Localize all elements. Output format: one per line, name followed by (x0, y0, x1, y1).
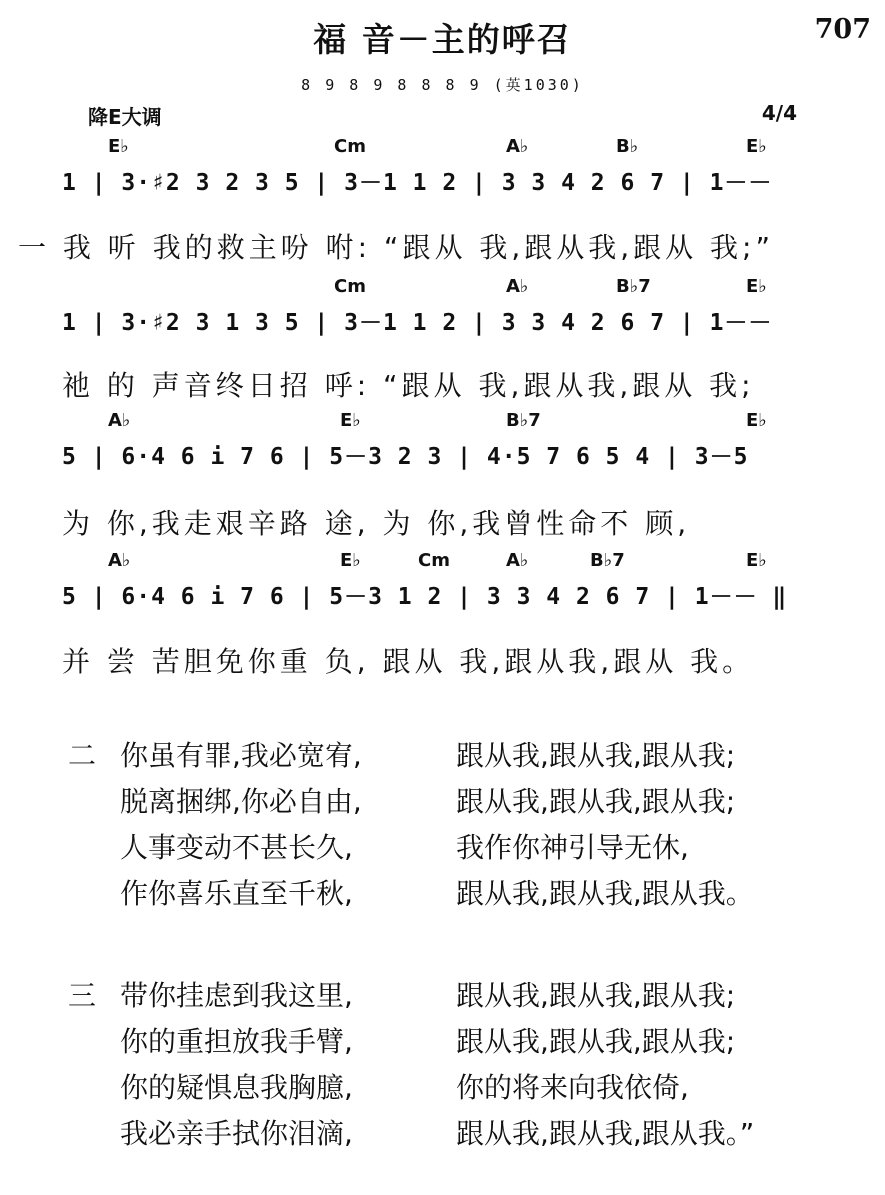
chord-label: A♭ (108, 410, 131, 431)
verse-line-left: 我必亲手拭你泪滴, (120, 1117, 353, 1150)
verse-line-right: 我作你神引导无休, (456, 831, 689, 864)
chord-label: E♭ (746, 136, 767, 157)
chord-label: A♭ (506, 136, 529, 157)
chord-label: B♭7 (590, 550, 625, 571)
chord-label: B♭7 (506, 410, 541, 431)
chord-label: Cm (334, 136, 366, 157)
verse-line-right: 你的将来向我依倚, (456, 1071, 689, 1104)
chord-label: E♭ (746, 276, 767, 297)
verse-2 (68, 732, 868, 932)
verse-number: 二 (68, 739, 97, 772)
notation-line: 5 | 6·4 6 i 7 6 | 5－3 1 2 | 3 3 4 2 6 7 | 1－－ ‖ (62, 584, 788, 610)
chord-label: Cm (418, 550, 450, 571)
staff-1 (0, 136, 885, 226)
chord-label: B♭7 (616, 276, 651, 297)
staff-2 (0, 276, 885, 366)
staff-3 (0, 410, 885, 500)
verse-line-right: 跟从我,跟从我,跟从我; (456, 739, 736, 772)
lyric-line: 祂 的 声音终日招 呼: “跟从 我,跟从我,跟从 我; (62, 369, 755, 402)
lyric-line: 并 尝 苦胆免你重 负, 跟从 我,跟从我,跟从 我。 (62, 645, 755, 678)
verse-line-right: 跟从我,跟从我,跟从我; (456, 979, 736, 1012)
time-signature: 4/4 (761, 101, 797, 125)
chord-label: E♭ (746, 410, 767, 431)
verse-line-left: 你虽有罪,我必宽宥, (120, 739, 362, 772)
chord-label: E♭ (340, 550, 361, 571)
chord-label: B♭ (616, 136, 639, 157)
notation-line: 1 | 3·♯2 3 2 3 5 | 3－1 1 2 | 3 3 4 2 6 7 | 1－－ (62, 170, 773, 196)
chord-label: Cm (334, 276, 366, 297)
chord-label: E♭ (108, 136, 129, 157)
verse-line-right: 跟从我,跟从我,跟从我; (456, 1025, 736, 1058)
chord-label: A♭ (108, 550, 131, 571)
verse-line-right: 跟从我,跟从我,跟从我。 (456, 877, 754, 910)
meter-label: 8 9 8 9 8 8 8 9 (英1030) (301, 76, 584, 94)
page-number: 707 (814, 14, 871, 45)
chord-label: E♭ (746, 550, 767, 571)
verse-line-right: 跟从我,跟从我,跟从我; (456, 785, 736, 818)
hymn-title: 福 音－主的呼召 (313, 20, 572, 59)
verse-line-right: 跟从我,跟从我,跟从我。” (456, 1117, 755, 1150)
verse-line-left: 你的疑惧息我胸臆, (120, 1071, 353, 1104)
chord-label: A♭ (506, 550, 529, 571)
verse-line-left: 带你挂虑到我这里, (120, 979, 353, 1012)
verse-line-left: 人事变动不甚长久, (120, 831, 353, 864)
chord-label: A♭ (506, 276, 529, 297)
lyric-line: 为 你,我走艰辛路 途, 为 你,我曾性命不 顾, (62, 507, 691, 540)
staff-4 (0, 550, 885, 640)
verse-3 (68, 972, 868, 1172)
lyric-line: 一 我 听 我的救主吩 咐: “跟从 我,跟从我,跟从 我;” (18, 231, 774, 264)
chord-label: E♭ (340, 410, 361, 431)
notation-line: 1 | 3·♯2 3 1 3 5 | 3－1 1 2 | 3 3 4 2 6 7 | 1－－ (62, 310, 773, 336)
verse-number: 三 (68, 979, 97, 1012)
notation-line: 5 | 6·4 6 i 7 6 | 5－3 2 3 | 4·5 7 6 5 4 | 3－5 (62, 444, 749, 470)
verse-line-left: 作你喜乐直至千秋, (120, 877, 353, 910)
verse-line-left: 脱离捆绑,你必自由, (120, 785, 362, 818)
verse-line-left: 你的重担放我手臂, (120, 1025, 353, 1058)
key-signature: 降E大调 (88, 105, 162, 129)
